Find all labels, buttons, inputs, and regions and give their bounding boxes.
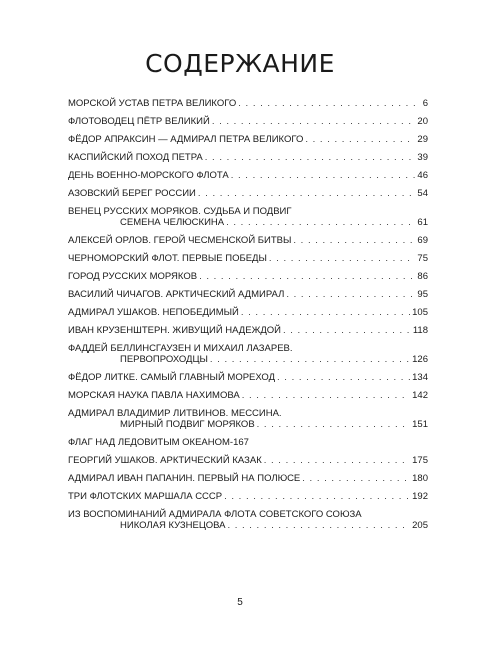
- toc-entry[interactable]: [68, 372, 428, 383]
- toc-entry[interactable]: [68, 491, 428, 502]
- dot-leader: [242, 390, 410, 401]
- toc-entry-page: 142: [412, 390, 428, 401]
- page-title: СОДЕРЖАНИЕ: [145, 49, 335, 78]
- toc-entry-title: ФЛОТОВОДЕЦ ПЁТР ВЕЛИКИЙ: [68, 116, 210, 127]
- toc-entry-title: ДЕНЬ ВОЕННО-МОРСКОГО ФЛОТА: [68, 170, 229, 181]
- dot-leader: [224, 491, 410, 502]
- toc-entry-title: КАСПИЙСКИЙ ПОХОД ПЕТРА: [68, 152, 203, 163]
- dot-leader: [199, 271, 415, 282]
- toc-entry[interactable]: [68, 509, 428, 531]
- toc-entry-page: 95: [417, 289, 428, 300]
- toc-entry-page: 39: [417, 152, 428, 163]
- toc-entry-page: 134: [412, 372, 428, 383]
- toc-entry-page: 20: [417, 116, 428, 127]
- dot-leader: [238, 98, 420, 109]
- dot-leader: [305, 134, 415, 145]
- toc-entry[interactable]: [68, 116, 428, 127]
- toc-entry[interactable]: [68, 206, 428, 228]
- toc-entry[interactable]: [68, 170, 428, 181]
- toc-entry[interactable]: [68, 307, 428, 318]
- toc-entry-page: 69: [417, 235, 428, 246]
- toc-entry-title: ФЁДОР ЛИТКЕ. САМЫЙ ГЛАВНЫЙ МОРЕХОД: [68, 372, 276, 383]
- toc-entry-title: ВАСИЛИЙ ЧИЧАГОВ. АРКТИЧЕСКИЙ АДМИРАЛ: [68, 289, 285, 300]
- toc-entry[interactable]: [68, 473, 428, 484]
- toc-entry-title: ИВАН КРУЗЕНШТЕРН. ЖИВУЩИЙ НАДЕЖДОЙ: [68, 325, 281, 336]
- toc-entry[interactable]: [68, 188, 428, 199]
- toc-entry[interactable]: [68, 98, 428, 109]
- dot-leader: [264, 455, 410, 466]
- toc-entry-title: ИЗ ВОСПОМИНАНИЙ АДМИРАЛА ФЛОТА СОВЕТСКОГО СОЮЗА: [68, 509, 362, 520]
- toc-entry-title: МОРСКАЯ НАУКА ПАВЛА НАХИМОВА: [68, 390, 240, 401]
- dot-leader: [226, 217, 415, 228]
- dot-leader: [293, 235, 415, 246]
- dot-leader: [277, 372, 410, 383]
- dot-leader: [269, 253, 416, 264]
- dot-leader: [198, 188, 416, 199]
- toc-entry[interactable]: [68, 134, 428, 145]
- toc-entry-page: 86: [417, 271, 428, 282]
- toc-entry[interactable]: [68, 343, 428, 365]
- toc-entry-page: 118: [412, 325, 428, 336]
- toc-entry-title: ФАДДЕЙ БЕЛЛИНСГАУЗЕН И МИХАИЛ ЛАЗАРЕВ.: [68, 343, 293, 354]
- toc-entry-page: 151: [412, 419, 428, 430]
- toc-entry[interactable]: [68, 289, 428, 300]
- dot-leader: [205, 152, 416, 163]
- toc-entry[interactable]: [68, 253, 428, 264]
- toc-entry-title: АДМИРАЛ УШАКОВ. НЕПОБЕДИМЫЙ: [68, 307, 239, 318]
- dot-leader: [283, 325, 411, 336]
- toc-entry-title: ФЛАГ НАД ЛЕДОВИТЫМ ОКЕАНОМ-167: [68, 437, 249, 448]
- dot-leader: [302, 473, 410, 484]
- toc-entry[interactable]: [68, 152, 428, 163]
- toc-entry-title: АЛЕКСЕЙ ОРЛОВ. ГЕРОЙ ЧЕСМЕНСКОЙ БИТВЫ: [68, 235, 292, 246]
- toc-entry-page: 126: [412, 354, 428, 365]
- toc-entry-page: 54: [417, 188, 428, 199]
- toc-entry[interactable]: [68, 325, 428, 336]
- toc-entry-page: 61: [417, 217, 428, 228]
- dot-leader: [212, 116, 416, 127]
- toc-entry-title: ТРИ ФЛОТСКИХ МАРШАЛА СССР: [68, 491, 223, 502]
- toc-entry[interactable]: [68, 455, 428, 466]
- toc-entry-page: 75: [417, 253, 428, 264]
- toc-entry-title: АЗОВСКИЙ БЕРЕГ РОССИИ: [68, 188, 196, 199]
- toc-entry-title: СЕМЕНА ЧЕЛЮСКИНА: [120, 217, 225, 228]
- dot-leader: [241, 307, 410, 318]
- toc-entry-page: 6: [422, 98, 428, 109]
- toc-entry-title: ВЕНЕЦ РУССКИХ МОРЯКОВ. СУДЬБА И ПОДВИГ: [68, 206, 292, 217]
- toc-entry[interactable]: [68, 408, 428, 430]
- toc-entry-title: ПЕРВОПРОХОДЦЫ: [120, 354, 208, 365]
- dot-leader: [257, 419, 410, 430]
- dot-leader: [210, 354, 410, 365]
- toc-entry[interactable]: [68, 437, 428, 448]
- toc-entry-title: МИРНЫЙ ПОДВИГ МОРЯКОВ: [120, 419, 255, 430]
- page-number: 5: [237, 597, 243, 608]
- toc-entry[interactable]: [68, 235, 428, 246]
- toc-entry-page: 29: [417, 134, 428, 145]
- toc-entry[interactable]: [68, 390, 428, 401]
- toc-entry-page: 192: [412, 491, 428, 502]
- dot-leader: [227, 520, 410, 531]
- toc-entry-page: 46: [417, 170, 428, 181]
- toc-entry-title: ФЁДОР АПРАКСИН — АДМИРАЛ ПЕТРА ВЕЛИКОГО: [68, 134, 304, 145]
- toc-entry-page: 175: [412, 455, 428, 466]
- toc-entry-title: ГОРОД РУССКИХ МОРЯКОВ: [68, 271, 198, 282]
- toc-entry-title: НИКОЛАЯ КУЗНЕЦОВА: [120, 520, 226, 531]
- table-of-contents: [68, 98, 428, 538]
- toc-entry-title: АДМИРАЛ ВЛАДИМИР ЛИТВИНОВ. МЕССИНА.: [68, 408, 282, 419]
- toc-entry[interactable]: [68, 271, 428, 282]
- dot-leader: [231, 170, 416, 181]
- toc-entry-title: АДМИРАЛ ИВАН ПАПАНИН. ПЕРВЫЙ НА ПОЛЮСЕ: [68, 473, 301, 484]
- toc-entry-title: ЧЕРНОМОРСКИЙ ФЛОТ. ПЕРВЫЕ ПОБЕДЫ: [68, 253, 267, 264]
- toc-entry-title: МОРСКОЙ УСТАВ ПЕТРА ВЕЛИКОГО: [68, 98, 237, 109]
- dot-leader: [286, 289, 415, 300]
- toc-entry-title: ГЕОРГИЙ УШАКОВ. АРКТИЧЕСКИЙ КАЗАК: [68, 455, 262, 466]
- toc-entry-page: 205: [412, 520, 428, 531]
- toc-entry-page: 180: [412, 473, 428, 484]
- toc-entry-page: 105: [412, 307, 428, 318]
